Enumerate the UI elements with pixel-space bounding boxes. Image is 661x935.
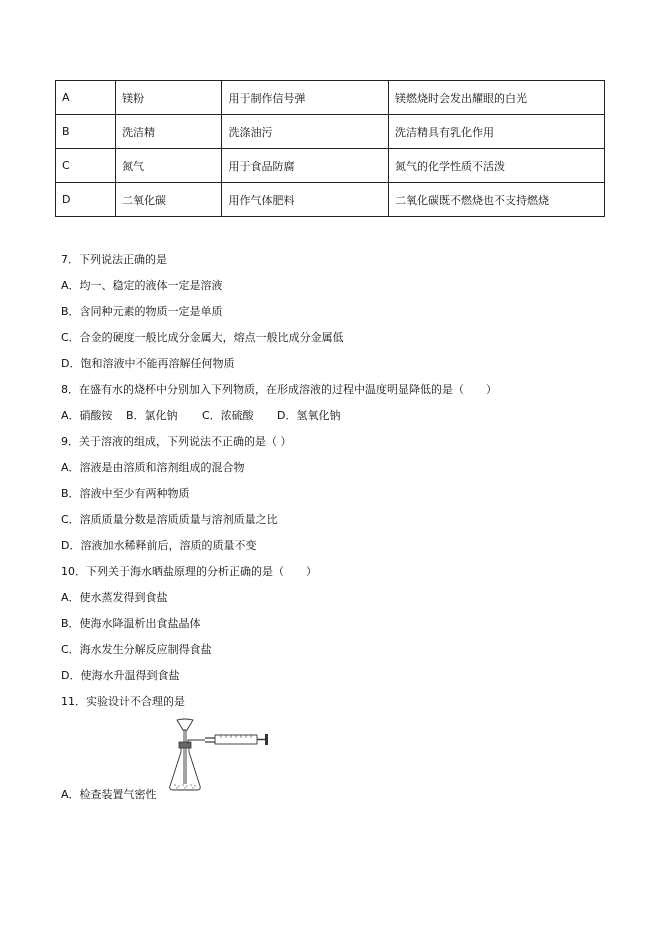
q8-options: [61, 409, 340, 423]
q10-option-c: C．海水发生分解反应制得食盐: [61, 643, 212, 656]
table-cell: B: [56, 115, 116, 149]
q10-option-d: D．使海水升温得到食盐: [61, 669, 180, 682]
table-row: [56, 115, 605, 149]
q11-option-a: A．检查装置气密性: [61, 788, 157, 801]
q9-stem: 9．关于溶液的组成，下列说法不正确的是（ ）: [61, 435, 292, 448]
q7-option-b: B．含同种元素的物质一定是单质: [61, 305, 223, 318]
table-cell: 镁粉: [116, 81, 222, 115]
q10-stem: 10．下列关于海水晒盐原理的分析正确的是（ ）: [61, 565, 317, 578]
q7-stem: 7．下列说法正确的是: [61, 253, 167, 266]
q8-option-b: B．氯化钠: [126, 409, 178, 422]
q11-stem: 11．实验设计不合理的是: [61, 695, 185, 708]
table-cell: 氮气: [116, 149, 222, 183]
table-row: [56, 149, 605, 183]
q9-option-c: C．溶质质量分数是溶质质量与溶剂质量之比: [61, 513, 278, 526]
q9-option-b: B．溶液中至少有两种物质: [61, 487, 190, 500]
q8-option-c: C．浓硫酸: [202, 409, 254, 422]
table-cell: 氮气的化学性质不活泼: [388, 149, 604, 183]
q7-option-d: D．饱和溶液中不能再溶解任何物质: [61, 357, 235, 370]
airtightness-apparatus-figure: [165, 718, 275, 798]
q7-option-a: A．均一、稳定的液体一定是溶液: [61, 279, 223, 292]
options-table: [55, 80, 605, 217]
table-cell: 镁燃烧时会发出耀眼的白光: [388, 81, 604, 115]
table-cell: 用于制作信号弹: [222, 81, 388, 115]
q8-option-d: D．氢氧化钠: [277, 409, 341, 422]
q10-option-a: A．使水蒸发得到食盐: [61, 591, 168, 604]
q7-option-c: C．合金的硬度一般比成分金属大，熔点一般比成分金属低: [61, 331, 344, 344]
q9-option-d: D．溶液加水稀释前后，溶质的质量不变: [61, 539, 257, 552]
table-cell: C: [56, 149, 116, 183]
table-cell: 洗涤油污: [222, 115, 388, 149]
table-cell: 用作气体肥料: [222, 183, 388, 217]
table-cell: 二氧化碳: [116, 183, 222, 217]
table-cell: A: [56, 81, 116, 115]
q10-option-b: B．使海水降温析出食盐晶体: [61, 617, 201, 630]
table-cell: D: [56, 183, 116, 217]
table-cell: 用于食品防腐: [222, 149, 388, 183]
q8-stem: 8．在盛有水的烧杯中分别加入下列物质，在形成溶液的过程中温度明显降低的是（ ）: [61, 383, 497, 396]
table-cell: 洗洁精: [116, 115, 222, 149]
table-cell: 洗洁精具有乳化作用: [388, 115, 604, 149]
table-row: [56, 183, 605, 217]
table-cell: 二氧化碳既不燃烧也不支持燃烧: [388, 183, 604, 217]
q8-option-a: A．硝酸铵: [61, 409, 113, 422]
table-row: [56, 81, 605, 115]
q9-option-a: A．溶液是由溶质和溶剂组成的混合物: [61, 461, 245, 474]
